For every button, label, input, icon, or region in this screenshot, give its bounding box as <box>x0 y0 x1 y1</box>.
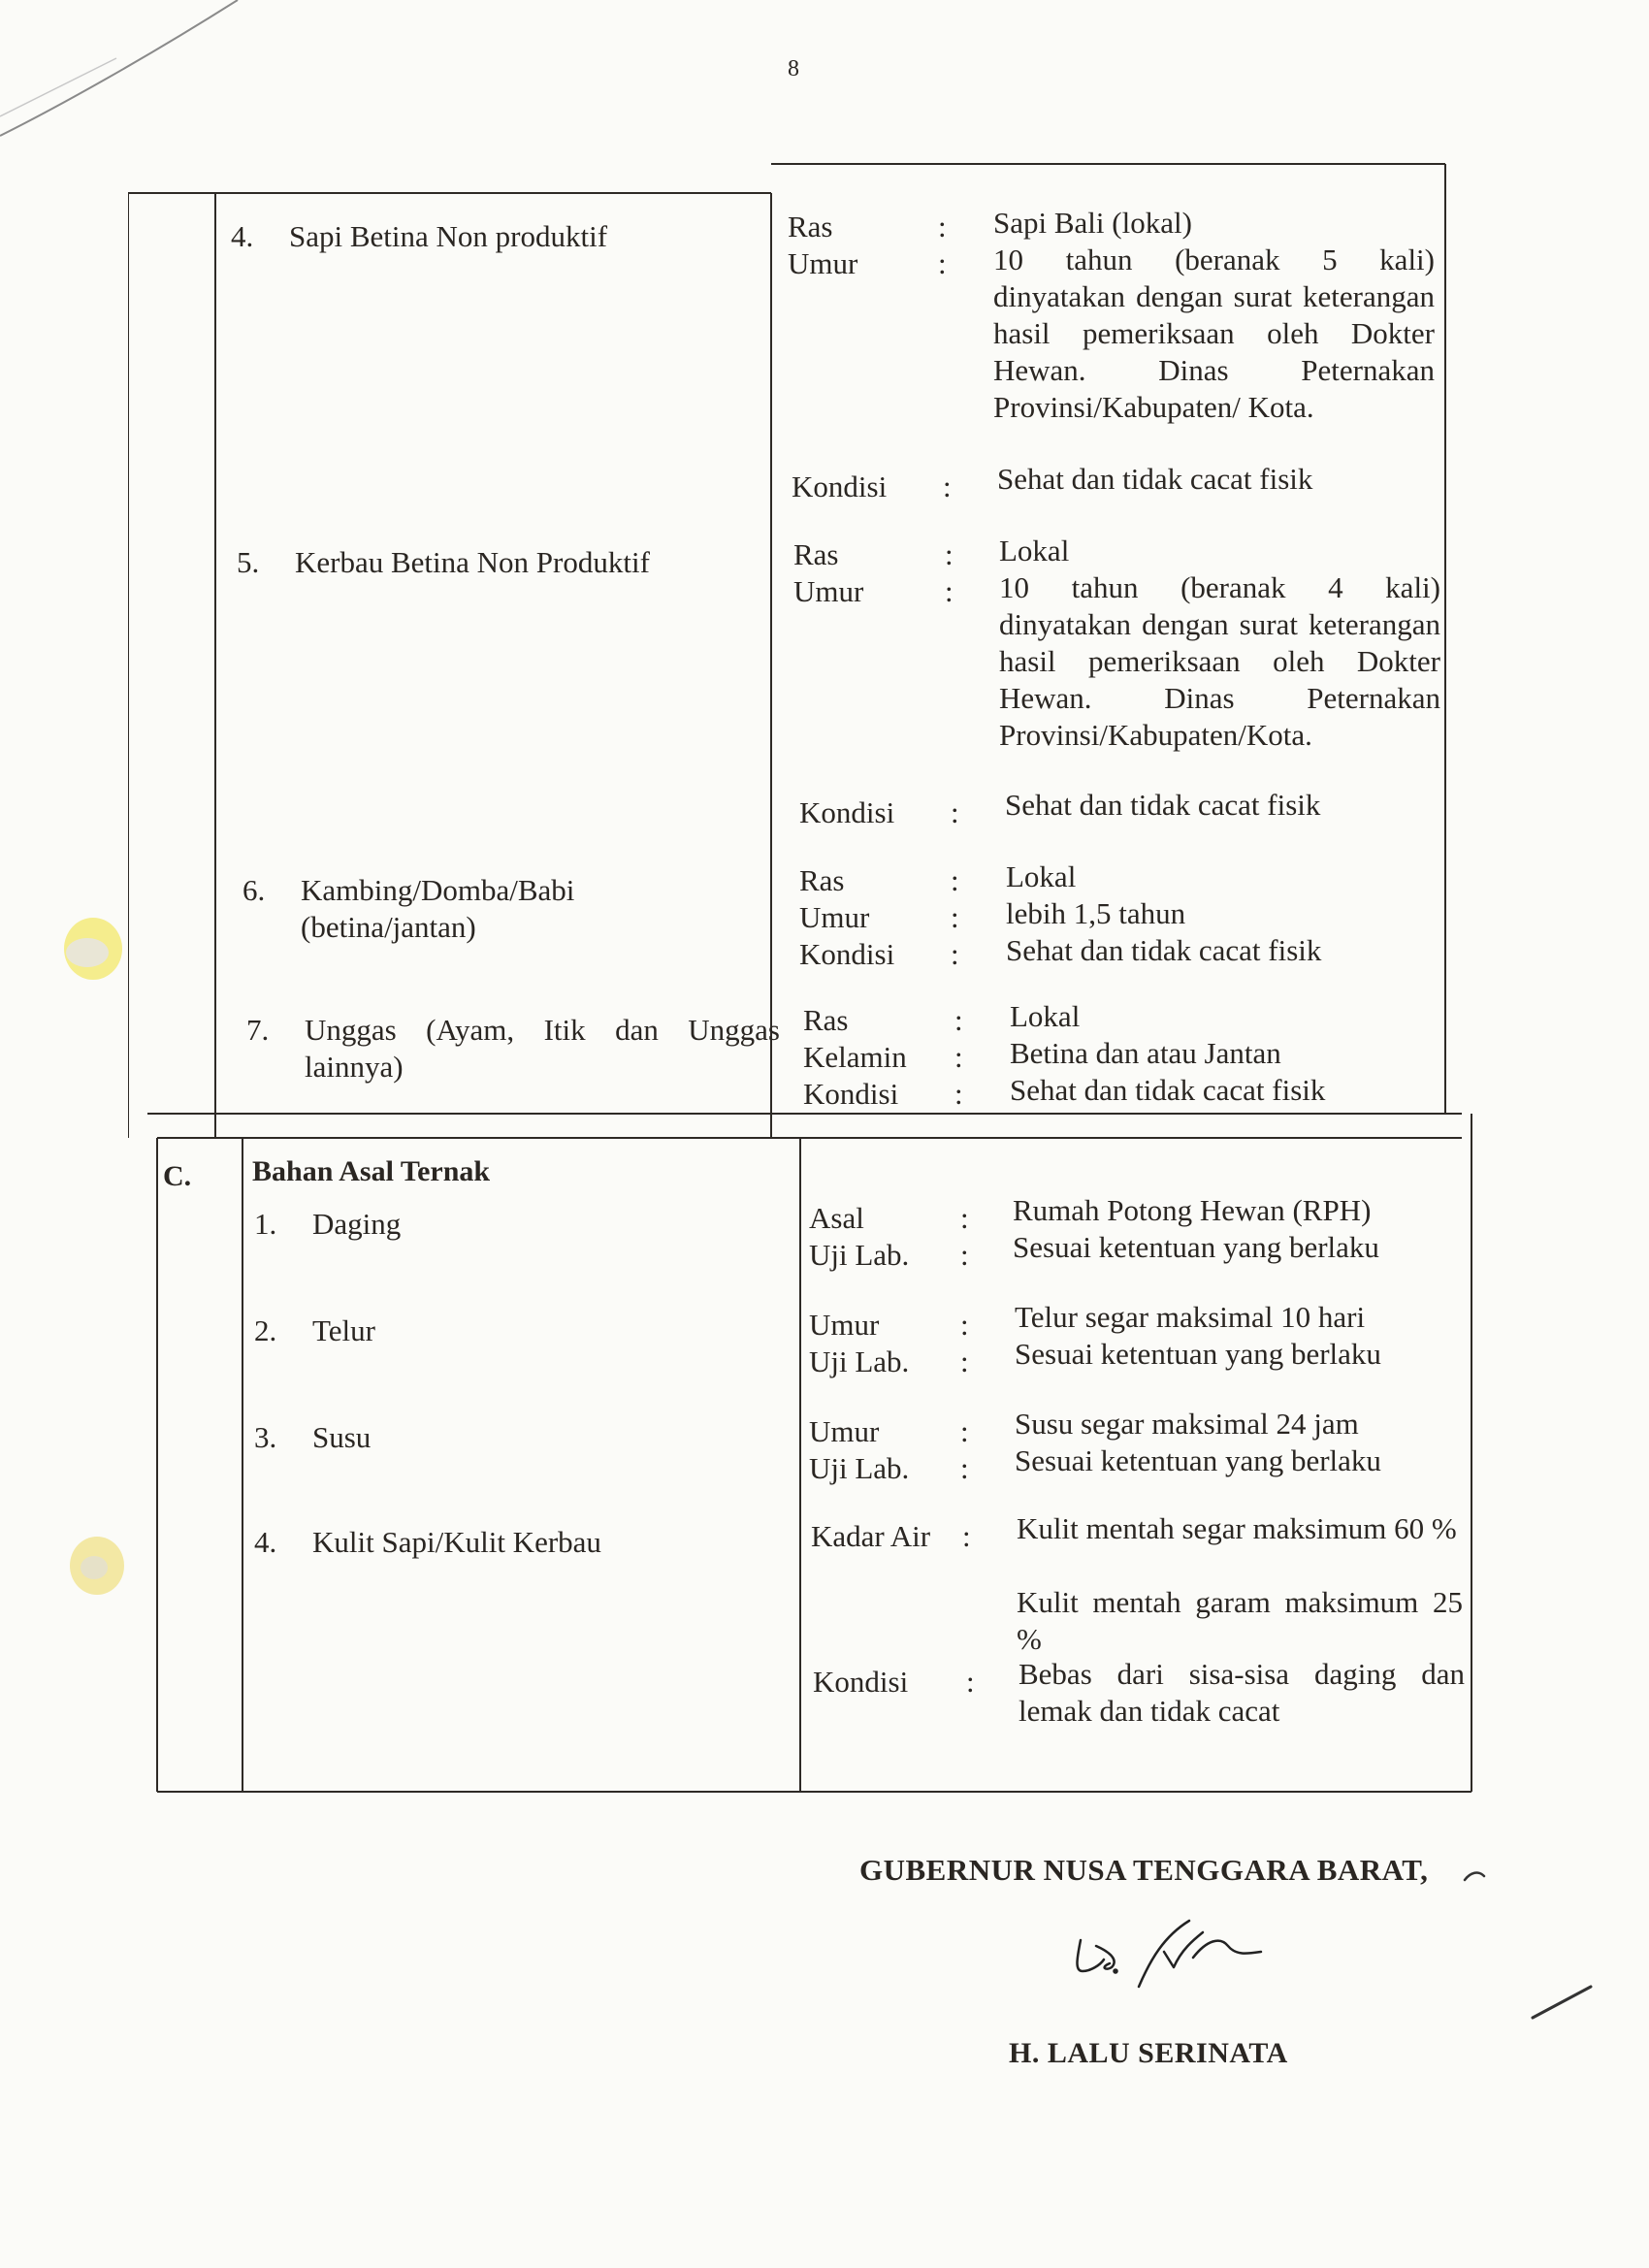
spec-colon: : <box>960 1451 969 1485</box>
spec-colon: : <box>966 1665 975 1699</box>
spec-colon: : <box>951 863 959 897</box>
spec-label: Kondisi <box>813 1665 909 1699</box>
item-name-line: Kambing/Domba/Babi <box>301 873 575 907</box>
spec-value: Betina dan atau Jantan <box>1010 1036 1281 1070</box>
spec-label: Ras <box>793 537 839 571</box>
spec-label: Kadar Air <box>811 1519 931 1553</box>
spec-value: Sehat dan tidak cacat fisik <box>1005 788 1321 822</box>
spec-label: Asal <box>809 1201 864 1235</box>
spec-value: Rumah Potong Hewan (RPH) <box>1013 1193 1372 1227</box>
item-name <box>301 872 766 946</box>
spec-value: Lokal <box>1006 859 1077 893</box>
spec-colon: : <box>962 1519 971 1553</box>
item-name-line: lainnya) <box>305 1050 404 1084</box>
spec-value: Lokal <box>999 534 1070 567</box>
spec-value: 10 tahun (beranak 5 kali) dinyatakan dengan surat keterangan hasil pemeriksaan oleh Dokter Hewan. Dinas Peternakan Provinsi/Kabupaten/ Kota. <box>993 243 1435 424</box>
spec-label: Kondisi <box>792 470 888 503</box>
item-number: 4. <box>231 219 254 253</box>
item-number: 3. <box>254 1420 277 1454</box>
table-row <box>246 1012 780 1085</box>
spec-label: Uji Lab. <box>809 1238 910 1272</box>
spec-colon: : <box>954 1040 963 1074</box>
spec-value: Bebas dari sisa-sisa daging dan lemak dan tidak cacat <box>1018 1657 1465 1728</box>
item-number: 5. <box>237 545 260 579</box>
spec-value: Sehat dan tidak cacat fisik <box>997 462 1313 496</box>
scan-fold-mark <box>0 0 252 155</box>
spec-label: Umur <box>788 246 858 280</box>
punch-hole-mark <box>53 1523 141 1610</box>
table-row <box>242 872 766 946</box>
table-row <box>237 544 760 581</box>
spec-label: Umur <box>809 1414 880 1448</box>
page-number: 8 <box>788 56 799 81</box>
spec-label: Kondisi <box>799 937 895 971</box>
item-number: 7. <box>246 1013 270 1047</box>
spec-value: Kulit mentah garam maksimum 25 % <box>1017 1585 1463 1656</box>
spec-value: Sehat dan tidak cacat fisik <box>1010 1073 1326 1107</box>
item-name-line: (betina/jantan) <box>301 910 476 944</box>
spec-label: Uji Lab. <box>809 1345 910 1378</box>
spec-value: lebih 1,5 tahun <box>1006 896 1186 930</box>
spec-colon: : <box>951 937 959 971</box>
item-name: Sapi Betina Non produktif <box>289 219 608 253</box>
spec-colon: : <box>951 795 959 829</box>
spec-colon: : <box>938 246 947 280</box>
spec-colon: : <box>954 1003 963 1037</box>
spec-label: Umur <box>799 900 870 934</box>
item-name: Daging <box>312 1207 402 1241</box>
spec-colon: : <box>960 1414 969 1448</box>
spec-label: Umur <box>793 574 864 608</box>
spec-label: Ras <box>788 210 833 243</box>
pen-mark <box>1455 1863 1600 2027</box>
spec-value: Sehat dan tidak cacat fisik <box>1006 933 1322 967</box>
requirements-table <box>128 158 1476 1794</box>
spec-value: Sesuai ketentuan yang berlaku <box>1015 1337 1381 1371</box>
item-number: 1. <box>254 1207 277 1241</box>
table-row <box>231 218 755 255</box>
spec-colon: : <box>960 1238 969 1272</box>
item-name: Kerbau Betina Non Produktif <box>295 545 650 579</box>
spec-value: Susu segar maksimal 24 jam <box>1015 1407 1359 1441</box>
spec-label: Ras <box>799 863 845 897</box>
item-name: Kulit Sapi/Kulit Kerbau <box>312 1525 601 1559</box>
spec-colon: : <box>943 470 952 503</box>
section-title: Bahan Asal Ternak <box>252 1155 491 1187</box>
item-name: Susu <box>312 1420 372 1454</box>
spec-value: Lokal <box>1010 999 1081 1033</box>
spec-value: Sesuai ketentuan yang berlaku <box>1013 1230 1379 1264</box>
signatory-name: H. LALU SERINATA <box>1009 2037 1288 2069</box>
list-item <box>254 1312 759 1349</box>
spec-colon: : <box>960 1308 969 1342</box>
spec-label: Umur <box>809 1308 880 1342</box>
spec-label: Kondisi <box>803 1077 899 1111</box>
spec-colon: : <box>945 574 954 608</box>
item-name <box>305 1012 780 1085</box>
item-number: 2. <box>254 1313 277 1347</box>
list-item <box>254 1524 759 1561</box>
spec-value: Kulit mentah segar maksimum 60 % <box>1017 1511 1457 1545</box>
signatory-title: GUBERNUR NUSA TENGGARA BARAT, <box>859 1853 1429 1887</box>
spec-colon: : <box>954 1077 963 1111</box>
handwritten-signature <box>1057 1911 1348 2018</box>
spec-value: Sapi Bali (lokal) <box>993 206 1192 240</box>
item-number: 4. <box>254 1525 277 1559</box>
spec-value: Sesuai ketentuan yang berlaku <box>1015 1443 1381 1477</box>
list-item <box>254 1206 759 1243</box>
spec-label: Kondisi <box>799 795 895 829</box>
section-letter: C. <box>163 1160 192 1192</box>
spec-value: Telur segar maksimal 10 hari <box>1015 1300 1366 1334</box>
spec-label: Uji Lab. <box>809 1451 910 1485</box>
spec-colon: : <box>951 900 959 934</box>
item-name-line: Unggas (Ayam, Itik dan Unggas <box>305 1013 780 1047</box>
spec-colon: : <box>960 1345 969 1378</box>
punch-hole-mark <box>48 902 136 999</box>
spec-label: Ras <box>803 1003 849 1037</box>
list-item <box>254 1419 759 1456</box>
item-number: 6. <box>242 873 266 907</box>
spec-colon: : <box>945 537 954 571</box>
item-name: Telur <box>312 1313 375 1347</box>
spec-value: 10 tahun (beranak 4 kali) dinyatakan dengan surat keterangan hasil pemeriksaan oleh Dokter Hewan. Dinas Peternakan Provinsi/Kabupaten/Kota. <box>999 570 1440 752</box>
spec-colon: : <box>960 1201 969 1235</box>
spec-colon: : <box>938 210 947 243</box>
spec-label: Kelamin <box>803 1040 907 1074</box>
